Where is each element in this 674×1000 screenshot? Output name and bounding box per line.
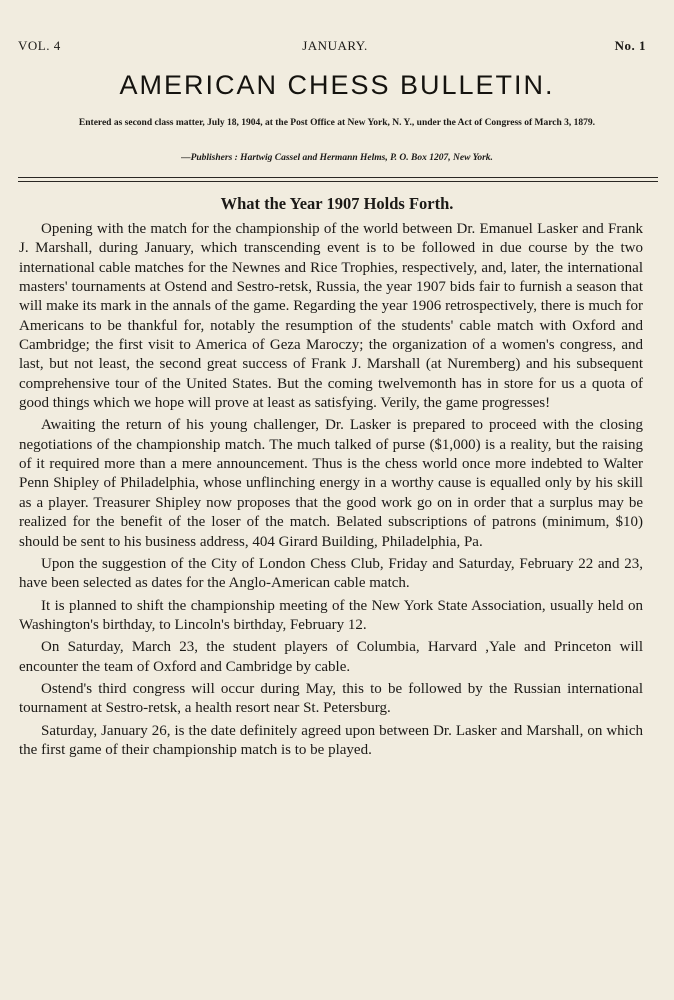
article-title: What the Year 1907 Holds Forth.: [220, 194, 454, 213]
volume-label: VOL. 4: [18, 38, 61, 53]
article-paragraph: On Saturday, March 23, the student players of Columbia, Harvard ,Yale and Princeton will encounter the team of Oxford and Cambridge by cable.: [19, 639, 643, 675]
masthead-title: AMERICAN CHESS BULLETIN.: [119, 70, 555, 100]
article-paragraph: Ostend's third congress will occur during May, this to be followed by the Russian international tournament at Sestro-retsk, a health resort near St. Petersburg.: [19, 680, 643, 717]
divider-rule-double: [18, 181, 658, 182]
article-body: [19, 220, 643, 763]
article-paragraph: Saturday, January 26, is the date definitely agreed upon between Dr. Lasker and Marshall, on which the first game of their championship match is to be played.: [19, 722, 643, 758]
issue-header: [18, 38, 652, 56]
article-paragraph: Opening with the match for the championship of the world between Dr. Emanuel Lasker and Frank J. Marshall, during January, which transcending event is to be followed in due course by the two international cable matches for the Newnes and Rice Trophies, respectively, and, later, the international masters' tournaments at Ostend and Sestro-retsk, Russia, the year 1907 bids fair to furnish a season that will make its mark in the annals of the game. Regarding the year 1906 retrospectively, there is much for Americans to be thankful for, notably the resumption of the students' cable match with Oxford and Cambridge; the first visit to America of Geza Maroczy; the organization of a women's congress, and last, but not least, the second great success of Frank J. Marshall (at Nuremberg) and his subsequent comprehensive tour of the United States. But the coming twelvemonth has in store for us a quota of good things which we hope will prove at least as satisfying. Verily, the game progresses!: [19, 221, 643, 412]
month-label: JANUARY.: [302, 38, 368, 53]
article-paragraph: It is planned to shift the championship meeting of the New York State Association, usually held on Washington's birthday, to Lincoln's birthday, February 12.: [19, 597, 643, 633]
publishers-line: —Publishers : Hartwig Cassel and Hermann Helms, P. O. Box 1207, New York.: [181, 153, 493, 163]
issue-number: No. 1: [614, 38, 646, 53]
divider-rule: [18, 177, 658, 178]
article-paragraph: Upon the suggestion of the City of London Chess Club, Friday and Saturday, February 22 and 23, have been selected as dates for the Anglo-American cable match.: [19, 555, 643, 592]
article-paragraph: Awaiting the return of his young challenger, Dr. Lasker is prepared to proceed with the closing negotiations of the championship match. The much talked of purse ($1,000) is a reality, but the raising of it required more than a mere announcement. Thus is the chess world once more indebted to Walter Penn Shipley of Philadelphia, whose unflinching energy in a worthy cause is equalled only by his skill as a player. Treasurer Shipley now proposes that the good work go on in order that a surplus may be realized for the benefit of the loser of the match. Belated subscriptions of patrons (minimum, $10) should be sent to his business address, 404 Girard Building, Philadelphia, Pa.: [19, 417, 643, 550]
mailing-notice: Entered as second class matter, July 18, 1904, at the Post Office at New York, N. Y., under the Act of Congress of March 3, 1879.: [78, 118, 596, 128]
